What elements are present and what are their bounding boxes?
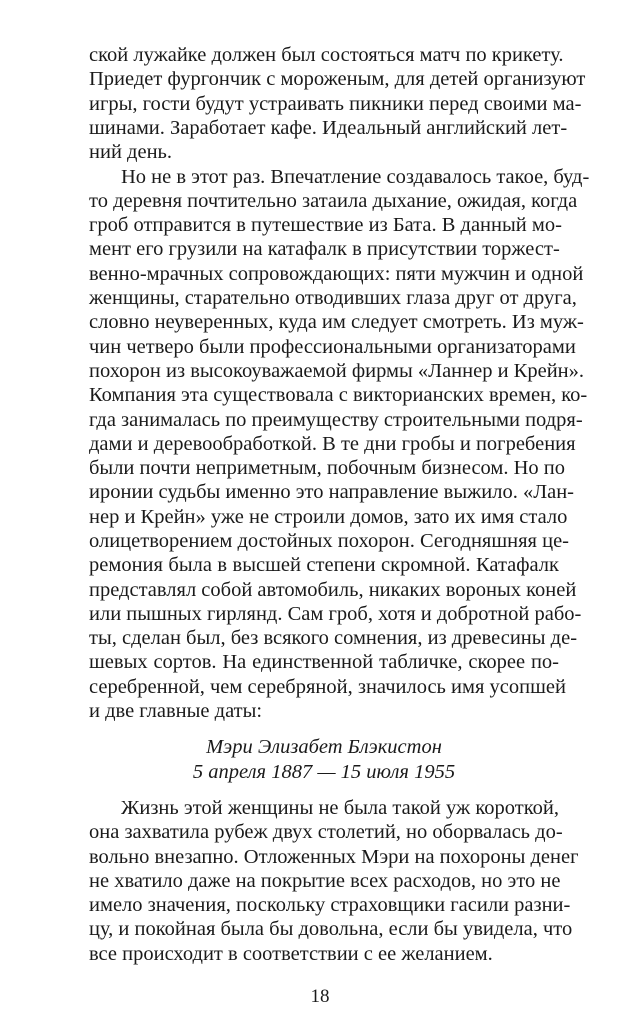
- epitaph-name: Мэри Элизабет Блэкистон: [206, 736, 442, 758]
- text-line: серебренной, чем серебряной, значилось имя усопшей: [89, 676, 566, 698]
- text-line: словно неуверенных, куда им следует смотреть. Из муж-: [89, 311, 584, 333]
- text-line: иронии судьбы именно это направление выжило. «Лан-: [89, 481, 575, 503]
- paragraph-first-line: Жизнь этой женщины не была такой уж короткой,: [121, 797, 559, 819]
- text-line: или пышных гирлянд. Сам гроб, хотя и добротной рабо-: [89, 603, 582, 625]
- text-line: гроб отправится в путешествие из Бата. В данный мо-: [89, 214, 562, 236]
- text-line: ской лужайке должен был состояться матч по крикету.: [89, 44, 564, 66]
- text-line: чин четверо были профессиональными организаторами: [89, 336, 576, 358]
- text-line: вольно внезапно. Отложенных Мэри на похороны денег: [89, 846, 579, 868]
- text-line: Компания эта существовала с викторианских времен, ко-: [89, 384, 588, 406]
- epitaph-dates: 5 апреля 1887 — 15 июля 1955: [192, 761, 456, 783]
- text-line: мент его грузили на катафалк в присутствии торжест-: [89, 238, 560, 260]
- text-line: женщины, старательно отводивших глаза друг от друга,: [89, 287, 577, 309]
- text-line: венно-мрачных сопровождающих: пяти мужчин и одной: [89, 263, 584, 285]
- paragraph-first-line: Но не в этот раз. Впечатление создавалось такое, буд-: [121, 166, 590, 188]
- text-line: все происходит в соответствии с ее желанием.: [89, 943, 493, 965]
- text-line: цу, и покойная была бы довольна, если бы увидела, что: [89, 918, 573, 940]
- text-line: шинами. Заработает кафе. Идеальный английский лет-: [89, 117, 568, 139]
- text-line: шевых сортов. На единственной табличке, скорее по-: [89, 651, 559, 673]
- text-line: гда занималась по преимуществу строительными подря-: [89, 409, 583, 431]
- text-line: ремония была в высшей степени скромной. Катафалк: [89, 554, 559, 576]
- text-line: представлял собой автомобиль, никаких вороных коней: [89, 579, 577, 601]
- text-line: игры, гости будут устраивать пикники перед своими ма-: [89, 93, 582, 115]
- text-line: дами и деревообработкой. В те дни гробы и погребения: [89, 433, 576, 455]
- page-number: 18: [310, 986, 330, 1007]
- text-line: похорон из высокоуважаемой фирмы «Ланнер и Крейн».: [89, 360, 585, 382]
- text-line: нер и Крейн» уже не строили домов, зато их имя стало: [89, 506, 568, 528]
- text-line: и две главные даты:: [89, 700, 263, 722]
- text-line: то деревня почтительно затаила дыхание, ожидая, когда: [89, 190, 578, 212]
- text-line: олицетворением достойных похорон. Сегодняшняя це-: [89, 530, 569, 552]
- text-line: Приедет фургончик с мороженым, для детей организуют: [89, 68, 586, 90]
- text-line: не хватило даже на покрытие всех расходов, но это не: [89, 870, 561, 892]
- text-line: были почти неприметным, побочным бизнесом. Но по: [89, 457, 566, 479]
- text-line: ний день.: [89, 141, 173, 163]
- text-line: имело значения, поскольку страховщики гасили разни-: [89, 894, 571, 916]
- text-line: она захватила рубеж двух столетий, но оборвалась до-: [89, 821, 563, 843]
- text-line: ты, сделан был, без всякого сомнения, из древесины де-: [89, 627, 578, 649]
